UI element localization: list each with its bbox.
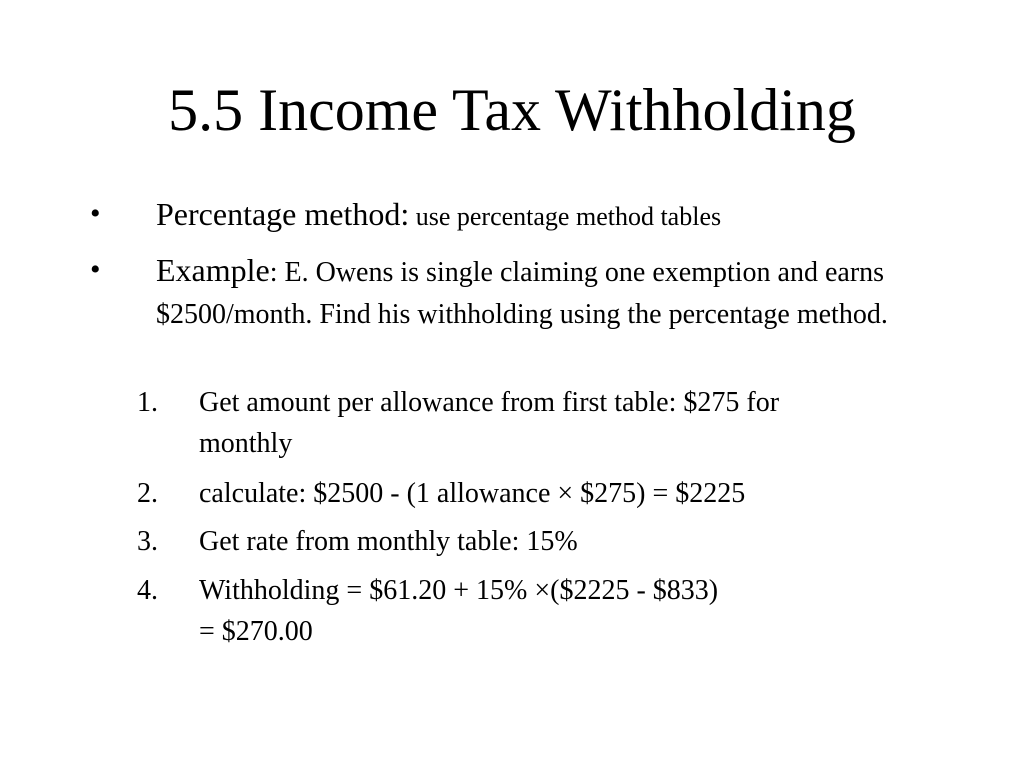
bullet-text	[156, 249, 926, 336]
step-text	[199, 473, 919, 514]
bullet-detail: use percentage method tables	[409, 202, 722, 231]
step-line: Get rate from monthly table: 15%	[199, 526, 578, 557]
step-number: 3.	[137, 526, 158, 557]
bullet-lead: Example	[156, 252, 270, 288]
step-line: Withholding = $61.20 + 15% ×($2225 - $833)	[199, 575, 719, 606]
bullet-lead: Percentage method:	[156, 196, 410, 232]
step-line: = $270.00	[199, 616, 313, 647]
bullet-detail: : E. Owens is single claiming one exemption and earns $2500/month. Find his withholding using the percentage method.	[156, 257, 888, 330]
step-line: Get amount per allowance from first table: $275 for	[199, 387, 780, 418]
step-line: monthly	[199, 428, 293, 459]
step-number: 4.	[137, 575, 158, 606]
step-number: 2.	[137, 478, 158, 509]
bullet-text	[156, 193, 926, 235]
step-text	[199, 521, 919, 562]
bullet-glyph: •	[90, 253, 101, 286]
step-line: calculate: $2500 - (1 allowance × $275) = $2225	[199, 478, 746, 509]
step-text	[199, 382, 919, 464]
bullet-glyph: •	[90, 197, 101, 230]
step-number: 1.	[137, 387, 158, 418]
step-text	[199, 570, 919, 652]
slide-title: 5.5 Income Tax Withholding	[168, 77, 856, 143]
